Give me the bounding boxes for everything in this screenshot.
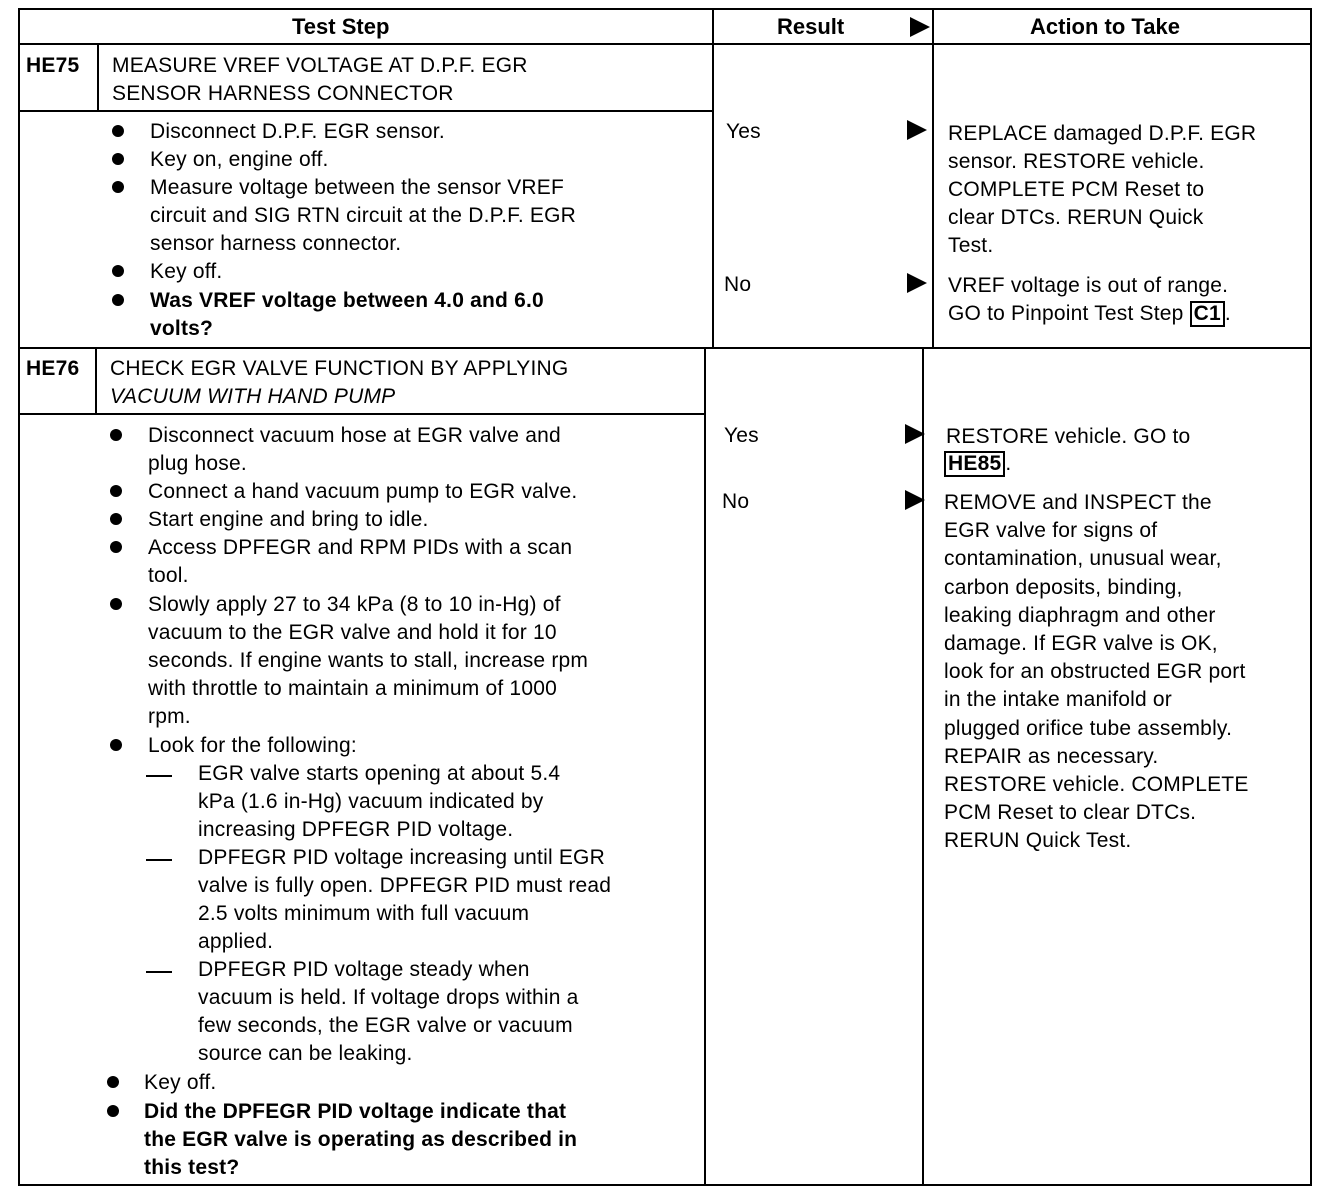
action-line	[948, 300, 1231, 328]
bullet-icon	[110, 598, 122, 610]
action-line: REPLACE damaged D.P.F. EGR	[948, 122, 1257, 145]
arrow-right-icon	[905, 490, 925, 510]
header-action: Action to Take	[1030, 14, 1180, 39]
action-line: RESTORE vehicle. GO to	[946, 425, 1191, 448]
action-line: Test.	[948, 234, 994, 257]
header-result: Result	[777, 14, 845, 39]
step-id-he76: HE76	[26, 357, 80, 380]
sub-item-cont: increasing DPFEGR PID voltage.	[198, 818, 514, 841]
action-line: leaking diaphragm and other	[944, 604, 1216, 627]
step-title-line: MEASURE VREF VOLTAGE AT D.P.F. EGR	[112, 54, 528, 77]
arrow-right-icon	[907, 120, 927, 140]
dash-icon	[146, 859, 172, 861]
action-line: look for an obstructed EGR port	[944, 660, 1246, 683]
bullet-icon	[112, 181, 124, 193]
action-line: clear DTCs. RERUN Quick	[948, 206, 1204, 229]
result-yes-he75: Yes	[726, 120, 761, 143]
sub-item-cont: vacuum is held. If voltage drops within a	[198, 986, 579, 1009]
bullet-icon	[112, 153, 124, 165]
list-item: Key off.	[150, 260, 223, 283]
step-title-line: CHECK EGR VALVE FUNCTION BY APPLYING	[110, 357, 569, 380]
step-title-line: SENSOR HARNESS CONNECTOR	[112, 82, 454, 105]
list-item-cont: with throttle to maintain a minimum of 1000	[148, 677, 557, 700]
bullet-icon	[107, 1105, 119, 1117]
list-item: Disconnect vacuum hose at EGR valve and	[148, 424, 561, 447]
list-item-cont: vacuum to the EGR valve and hold it for 10	[148, 621, 557, 644]
sub-item: DPFEGR PID voltage steady when	[198, 958, 530, 981]
step-id-he75: HE75	[26, 54, 80, 77]
action-line: RERUN Quick Test.	[944, 829, 1132, 852]
bullet-icon	[110, 429, 122, 441]
bullet-icon	[112, 265, 124, 277]
result-no-he75: No	[724, 273, 752, 296]
action-line: COMPLETE PCM Reset to	[948, 178, 1205, 201]
step-ref-link[interactable]: C1	[1190, 301, 1225, 327]
list-item-cont: sensor harness connector.	[150, 232, 402, 255]
action-line: REPAIR as necessary.	[944, 745, 1159, 768]
list-item: Key off.	[144, 1071, 217, 1094]
action-line: damage. If EGR valve is OK,	[944, 632, 1218, 655]
action-line: PCM Reset to clear DTCs.	[944, 801, 1197, 824]
step-ref-link[interactable]: HE85	[944, 451, 1005, 477]
sub-item: EGR valve starts opening at about 5.4	[198, 762, 561, 785]
list-item: Look for the following:	[148, 734, 357, 757]
list-item-cont: plug hose.	[148, 452, 247, 475]
action-line: sensor. RESTORE vehicle.	[948, 150, 1205, 173]
sub-item-cont: kPa (1.6 in-Hg) vacuum indicated by	[198, 790, 544, 813]
action-line: carbon deposits, binding,	[944, 576, 1183, 599]
sub-item-cont: few seconds, the EGR valve or vacuum	[198, 1014, 573, 1037]
action-line: contamination, unusual wear,	[944, 547, 1222, 570]
question: Did the DPFEGR PID voltage indicate that	[144, 1100, 567, 1123]
period: .	[1005, 452, 1012, 475]
question-cont: this test?	[144, 1156, 240, 1179]
bullet-icon	[110, 541, 122, 553]
header-arrow-icon	[910, 17, 930, 37]
result-yes-he76: Yes	[724, 424, 759, 447]
bullet-icon	[110, 739, 122, 751]
period: .	[1224, 302, 1231, 325]
action-line: VREF voltage is out of range.	[948, 274, 1229, 297]
list-item: Key on, engine off.	[150, 148, 329, 171]
question: Was VREF voltage between 4.0 and 6.0	[150, 289, 544, 312]
list-item-cont: rpm.	[148, 705, 191, 728]
question-cont: volts?	[150, 317, 214, 340]
step-title-line: VACUUM WITH HAND PUMP	[110, 385, 396, 408]
bullet-icon	[107, 1076, 119, 1088]
dash-icon	[146, 971, 172, 973]
sub-item-cont: valve is fully open. DPFEGR PID must read	[198, 874, 612, 897]
action-line: EGR valve for signs of	[944, 519, 1158, 542]
arrow-right-icon	[907, 273, 927, 293]
action-line: RESTORE vehicle. COMPLETE	[944, 773, 1249, 796]
bullet-icon	[110, 485, 122, 497]
list-item: Connect a hand vacuum pump to EGR valve.	[148, 480, 578, 503]
sub-item-cont: source can be leaking.	[198, 1042, 413, 1065]
list-item: Access DPFEGR and RPM PIDs with a scan	[148, 536, 573, 559]
list-item: Slowly apply 27 to 34 kPa (8 to 10 in-Hg) of	[148, 593, 561, 616]
action-line: REMOVE and INSPECT the	[944, 491, 1212, 514]
dash-icon	[146, 775, 172, 777]
bullet-icon	[110, 513, 122, 525]
action-line: in the intake manifold or	[944, 688, 1172, 711]
action-line	[944, 450, 1011, 478]
question-cont: the EGR valve is operating as described in	[144, 1128, 578, 1151]
action-text: GO to Pinpoint Test Step	[948, 302, 1184, 325]
list-item: Disconnect D.P.F. EGR sensor.	[150, 120, 445, 143]
arrow-right-icon	[905, 424, 925, 444]
bullet-icon	[112, 125, 124, 137]
sub-item: DPFEGR PID voltage increasing until EGR	[198, 846, 605, 869]
sub-item-cont: 2.5 volts minimum with full vacuum	[198, 902, 530, 925]
sub-item-cont: applied.	[198, 930, 274, 953]
list-item: Measure voltage between the sensor VREF	[150, 176, 565, 199]
header-test-step: Test Step	[292, 14, 390, 39]
list-item: Start engine and bring to idle.	[148, 508, 429, 531]
result-no-he76: No	[722, 490, 750, 513]
bullet-icon	[112, 294, 124, 306]
list-item-cont: seconds. If engine wants to stall, increase rpm	[148, 649, 589, 672]
action-line: plugged orifice tube assembly.	[944, 717, 1233, 740]
list-item-cont: tool.	[148, 564, 189, 587]
list-item-cont: circuit and SIG RTN circuit at the D.P.F. EGR	[150, 204, 577, 227]
